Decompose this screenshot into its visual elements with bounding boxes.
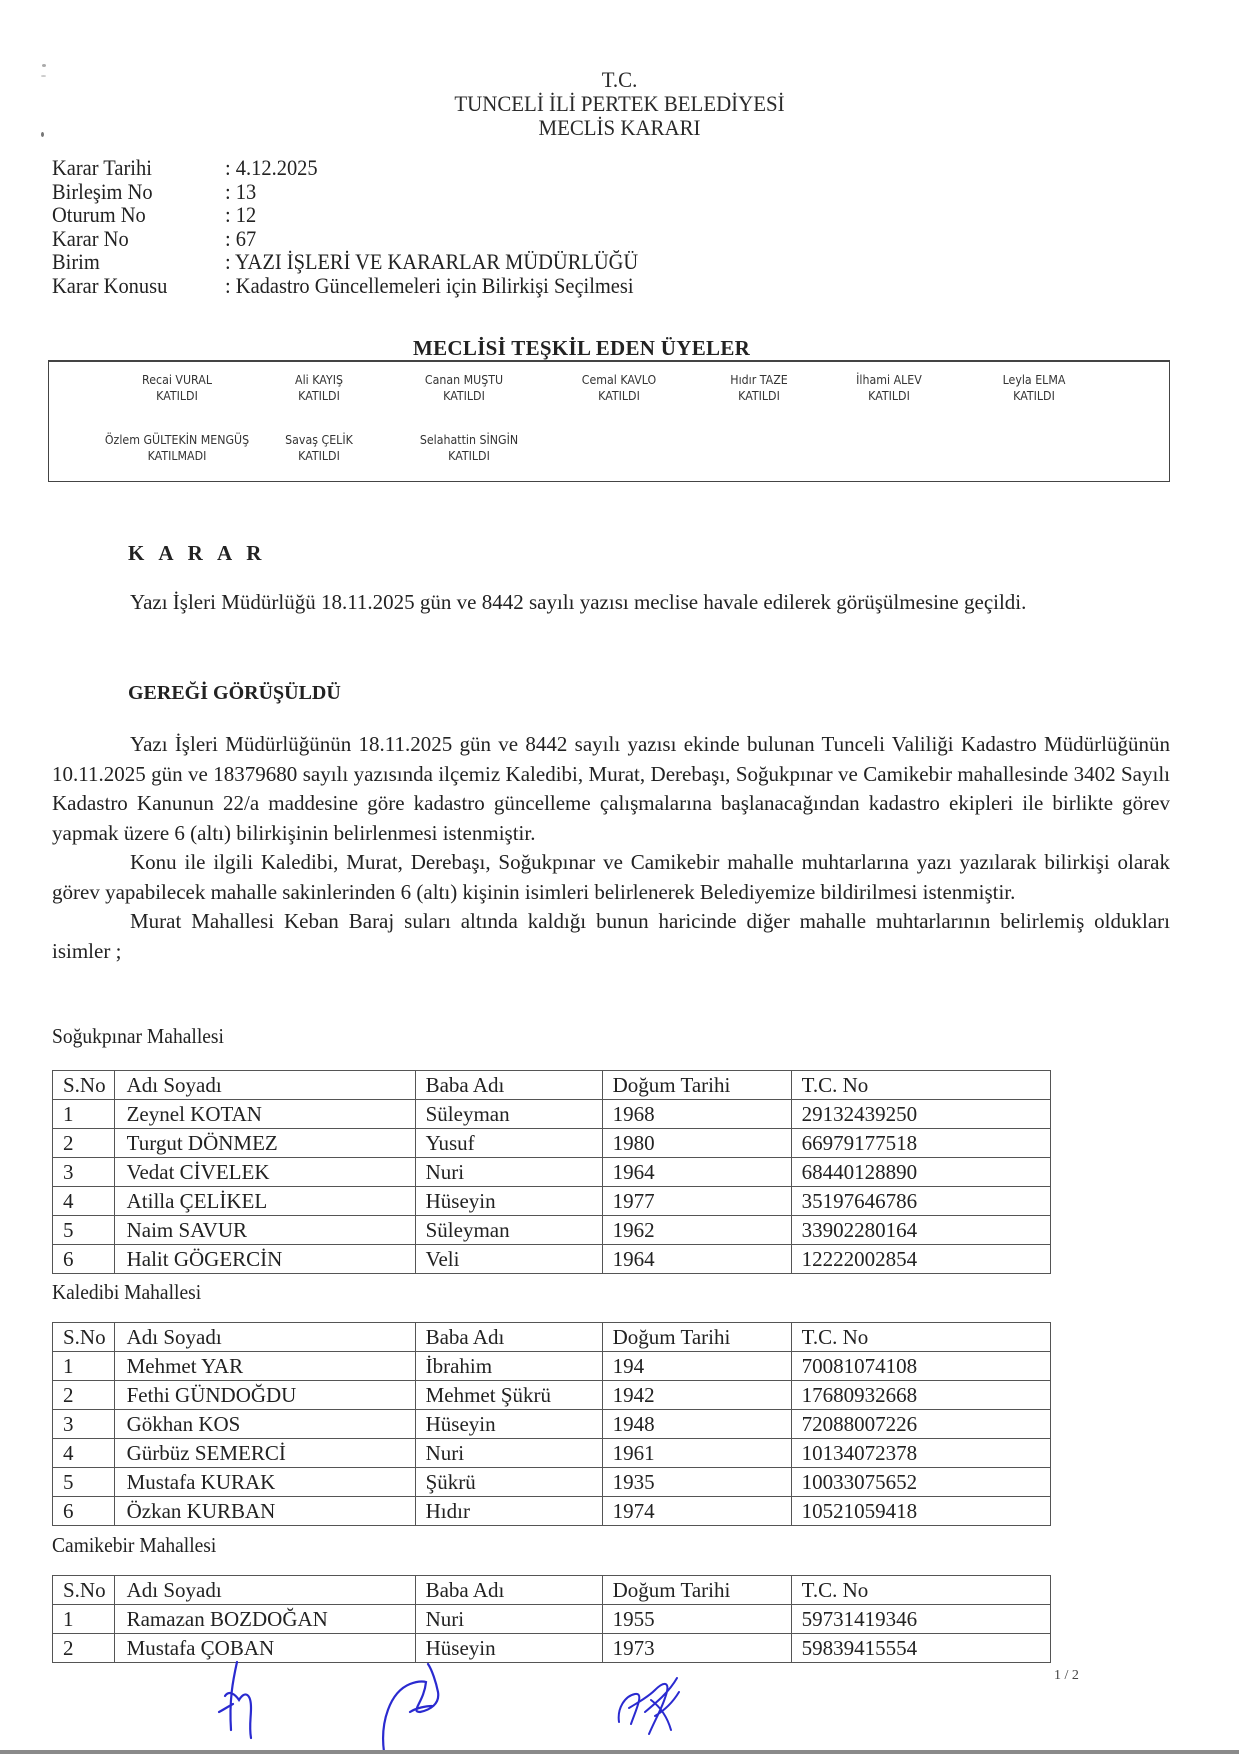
cell-no: 6 <box>53 1497 115 1526</box>
cell-birth: 1973 <box>602 1634 791 1663</box>
meta-label: Birleşim No <box>52 178 153 204</box>
member-item <box>409 432 529 464</box>
meta-value: : 12 <box>225 202 257 227</box>
member-item <box>278 432 361 464</box>
cell-tc: 68440128890 <box>791 1158 1050 1187</box>
member-item <box>713 372 805 404</box>
cell-birth: 1968 <box>602 1100 791 1129</box>
meta-label: Birim <box>52 249 100 274</box>
cell-tc: 10134072378 <box>791 1439 1050 1468</box>
meta-row-decision-date <box>52 156 669 180</box>
signature-2 <box>380 1662 460 1754</box>
cell-no: 4 <box>53 1439 115 1468</box>
table-row <box>53 1129 1051 1158</box>
expert-table-sogukpinar <box>52 1070 1051 1274</box>
header-cell: Doğum Tarihi <box>602 1323 791 1352</box>
meta-label: Karar Tarihi <box>52 155 152 180</box>
meta-row-session-no <box>52 180 669 204</box>
header-cell: Adı Soyadı <box>114 1576 415 1605</box>
karar-paragraph: Yazı İşleri Müdürlüğü 18.11.2025 gün ve 8442 sayılı yazısı meclise havale edilerek görüşülmesine geçildi. <box>130 590 1027 614</box>
header-cell: T.C. No <box>791 1071 1050 1100</box>
expert-table-camikebir <box>52 1575 1051 1663</box>
header-cell: Baba Adı <box>415 1323 602 1352</box>
table-row <box>53 1245 1051 1274</box>
member-status: KATILMADI <box>147 449 207 463</box>
member-status: KATILDI <box>448 449 490 463</box>
member-name: Hıdır TAZE <box>730 373 788 387</box>
cell-birth: 194 <box>602 1352 791 1381</box>
page-number: 1 / 2 <box>1054 1668 1079 1683</box>
cell-tc: 10521059418 <box>791 1497 1050 1526</box>
member-status: KATILDI <box>298 449 340 463</box>
table-header-row <box>53 1323 1051 1352</box>
cell-name: Zeynel KOTAN <box>114 1100 415 1129</box>
header-municipality: TUNCELİ İLİ PERTEK BELEDİYESİ <box>454 91 785 116</box>
gerekce-paragraph: Murat Mahallesi Keban Baraj suları altında kaldığı bunun haricinde diğer mahalle muhtarlarının belirlemiş oldukları isimler ; <box>52 909 1170 963</box>
table-row <box>53 1439 1051 1468</box>
expert-table-kaledibi <box>52 1322 1051 1526</box>
cell-name: Turgut DÖNMEZ <box>114 1129 415 1158</box>
meta-label: Karar No <box>52 225 129 251</box>
cell-father: Mehmet Şükrü <box>415 1381 602 1410</box>
meta-row-unit <box>52 250 669 274</box>
table-row <box>53 1158 1051 1187</box>
cell-father: Veli <box>415 1245 602 1274</box>
cell-birth: 1974 <box>602 1497 791 1526</box>
table-row <box>53 1187 1051 1216</box>
cell-father: Hüseyin <box>415 1187 602 1216</box>
cell-name: Gürbüz SEMERCİ <box>114 1439 415 1468</box>
member-name: Ali KAYIŞ <box>295 373 343 387</box>
table-row <box>53 1216 1051 1245</box>
cell-name: Fethi GÜNDOĞDU <box>114 1381 415 1410</box>
cell-father: Hıdır <box>415 1497 602 1526</box>
cell-father: İbrahim <box>415 1352 602 1381</box>
cell-tc: 66979177518 <box>791 1129 1050 1158</box>
cell-birth: 1955 <box>602 1605 791 1634</box>
table-row <box>53 1100 1051 1129</box>
header-cell: T.C. No <box>791 1323 1050 1352</box>
cell-no: 5 <box>53 1216 115 1245</box>
member-status: KATILDI <box>598 389 640 403</box>
neighborhood-label: Camikebir Mahallesi <box>52 1533 217 1557</box>
decision-metadata <box>52 156 669 297</box>
table-row <box>53 1410 1051 1439</box>
cell-birth: 1948 <box>602 1410 791 1439</box>
gerekce-heading: GEREĞİ GÖRÜŞÜLDÜ <box>128 682 341 704</box>
header-cell: S.No <box>53 1071 115 1100</box>
member-name: Leyla ELMA <box>1002 373 1066 387</box>
cell-birth: 1935 <box>602 1468 791 1497</box>
cell-no: 3 <box>53 1158 115 1187</box>
cell-tc: 70081074108 <box>791 1352 1050 1381</box>
cell-tc: 29132439250 <box>791 1100 1050 1129</box>
scan-speck <box>42 64 46 67</box>
header-cell: T.C. No <box>791 1576 1050 1605</box>
cell-no: 5 <box>53 1468 115 1497</box>
cell-father: Yusuf <box>415 1129 602 1158</box>
scan-edge-line <box>0 1750 1239 1754</box>
member-item <box>131 372 223 404</box>
neighborhood-label: Soğukpınar Mahallesi <box>52 1024 224 1048</box>
cell-name: Atilla ÇELİKEL <box>114 1187 415 1216</box>
members-title: MECLİSİ TEŞKİL EDEN ÜYELER <box>413 336 751 360</box>
cell-no: 2 <box>53 1381 115 1410</box>
cell-name: Özkan KURBAN <box>114 1497 415 1526</box>
cell-name: Mehmet YAR <box>114 1352 415 1381</box>
cell-father: Hüseyin <box>415 1410 602 1439</box>
header-cell: Doğum Tarihi <box>602 1071 791 1100</box>
cell-no: 1 <box>53 1605 115 1634</box>
cell-name: Halit GÖGERCİN <box>114 1245 415 1274</box>
cell-name: Gökhan KOS <box>114 1410 415 1439</box>
gerekce-body <box>52 730 1170 966</box>
cell-name: Ramazan BOZDOĞAN <box>114 1605 415 1634</box>
cell-tc: 12222002854 <box>791 1245 1050 1274</box>
member-status: KATILDI <box>1013 389 1055 403</box>
cell-father: Süleyman <box>415 1100 602 1129</box>
meta-row-sitting-no <box>52 203 669 227</box>
cell-no: 4 <box>53 1187 115 1216</box>
header-cell: Adı Soyadı <box>114 1071 415 1100</box>
member-name: Selahattin SİNGİN <box>419 433 519 447</box>
cell-no: 2 <box>53 1129 115 1158</box>
header-cell: Baba Adı <box>415 1071 602 1100</box>
cell-tc: 10033075652 <box>791 1468 1050 1497</box>
cell-father: Nuri <box>415 1439 602 1468</box>
cell-birth: 1964 <box>602 1158 791 1187</box>
cell-birth: 1961 <box>602 1439 791 1468</box>
member-name: Recai VURAL <box>142 373 212 387</box>
document-header <box>0 68 1239 140</box>
neighborhood-label: Kaledibi Mahallesi <box>52 1280 202 1304</box>
cell-birth: 1980 <box>602 1129 791 1158</box>
member-status: KATILDI <box>443 389 485 403</box>
member-item <box>413 372 514 404</box>
member-name: Canan MUŞTU <box>424 373 504 387</box>
cell-birth: 1964 <box>602 1245 791 1274</box>
members-box <box>48 360 1170 482</box>
table-row <box>53 1497 1051 1526</box>
member-status: KATILDI <box>738 389 780 403</box>
table-row <box>53 1468 1051 1497</box>
meta-value: : 4.12.2025 <box>225 155 318 180</box>
cell-no: 3 <box>53 1410 115 1439</box>
karar-heading: K A R A R <box>128 541 267 565</box>
meta-value: : 13 <box>225 178 257 204</box>
table-header-row <box>53 1576 1051 1605</box>
cell-father: Şükrü <box>415 1468 602 1497</box>
member-status: KATILDI <box>868 389 910 403</box>
meta-label: Karar Konusu <box>52 272 168 298</box>
table-row <box>53 1605 1051 1634</box>
cell-name: Naim SAVUR <box>114 1216 415 1245</box>
member-item <box>843 372 935 404</box>
cell-tc: 72088007226 <box>791 1410 1050 1439</box>
header-cell: Doğum Tarihi <box>602 1576 791 1605</box>
member-item <box>993 372 1076 404</box>
table-row <box>53 1352 1051 1381</box>
table-header-row <box>53 1071 1051 1100</box>
gerekce-paragraph: Yazı İşleri Müdürlüğünün 18.11.2025 gün ve 8442 sayılı yazısı ekinde bulunan Tunceli Valiliği Kadastro Müdürlüğünün 10.11.2025 gün ve 18379680 sayılı yazısında ilçemiz Kaledibi, Murat, Derebaşı, Soğukpınar ve Camikebir mahallesinde 3402 Sayılı Kadastro Kanunun 22/a maddesine göre kadastro güncelleme çalışmalarına başlanacağından kadastro ekipleri ile birlikte görev yapmak üzere 6 (altı) bilirkişinin belirlenmesi istenmiştir. <box>52 732 1170 845</box>
cell-name: Mustafa KURAK <box>114 1468 415 1497</box>
header-tc: T.C. <box>601 67 638 92</box>
cell-no: 6 <box>53 1245 115 1274</box>
member-name: Özlem GÜLTEKİN MENGÜŞ <box>104 433 250 447</box>
signature-3 <box>615 1672 695 1742</box>
cell-no: 2 <box>53 1634 115 1663</box>
cell-birth: 1977 <box>602 1187 791 1216</box>
cell-no: 1 <box>53 1352 115 1381</box>
header-title: MECLİS KARARI <box>538 115 701 140</box>
member-item <box>85 432 269 464</box>
cell-birth: 1962 <box>602 1216 791 1245</box>
cell-father: Hüseyin <box>415 1634 602 1663</box>
cell-father: Nuri <box>415 1605 602 1634</box>
member-name: Savaş ÇELİK <box>285 433 353 447</box>
cell-tc: 17680932668 <box>791 1381 1050 1410</box>
table-row <box>53 1634 1051 1663</box>
member-status: KATILDI <box>298 389 340 403</box>
cell-tc: 33902280164 <box>791 1216 1050 1245</box>
cell-father: Süleyman <box>415 1216 602 1245</box>
cell-tc: 59839415554 <box>791 1634 1050 1663</box>
header-cell: Baba Adı <box>415 1576 602 1605</box>
member-name: İlhami ALEV <box>856 373 922 387</box>
meta-row-decision-no <box>52 227 669 251</box>
cell-birth: 1942 <box>602 1381 791 1410</box>
header-cell: Adı Soyadı <box>114 1323 415 1352</box>
member-item <box>573 372 665 404</box>
member-item <box>282 372 356 404</box>
cell-name: Mustafa ÇOBAN <box>114 1634 415 1663</box>
meta-row-subject <box>52 274 669 298</box>
header-cell: S.No <box>53 1576 115 1605</box>
cell-no: 1 <box>53 1100 115 1129</box>
signature-1 <box>215 1660 265 1750</box>
member-name: Cemal KAVLO <box>581 373 657 387</box>
gerekce-paragraph: Konu ile ilgili Kaledibi, Murat, Derebaşı, Soğukpınar ve Camikebir mahalle muhtarlarına yazı yazılarak bilirkişi olarak görev yapabilecek mahalle sakinlerinden 6 (altı) kişinin isimleri belirlenerek Belediyemize bildirilmesi istenmiştir. <box>52 850 1170 904</box>
header-cell: S.No <box>53 1323 115 1352</box>
table-row <box>53 1381 1051 1410</box>
meta-value: : Kadastro Güncellemeleri için Bilirkişi Seçilmesi <box>225 272 634 298</box>
cell-father: Nuri <box>415 1158 602 1187</box>
member-status: KATILDI <box>156 389 198 403</box>
cell-name: Vedat CİVELEK <box>114 1158 415 1187</box>
cell-tc: 59731419346 <box>791 1605 1050 1634</box>
meta-value: : 67 <box>225 225 257 251</box>
cell-tc: 35197646786 <box>791 1187 1050 1216</box>
meta-label: Oturum No <box>52 202 146 227</box>
meta-value: : YAZI İŞLERİ VE KARARLAR MÜDÜRLÜĞÜ <box>225 249 639 274</box>
